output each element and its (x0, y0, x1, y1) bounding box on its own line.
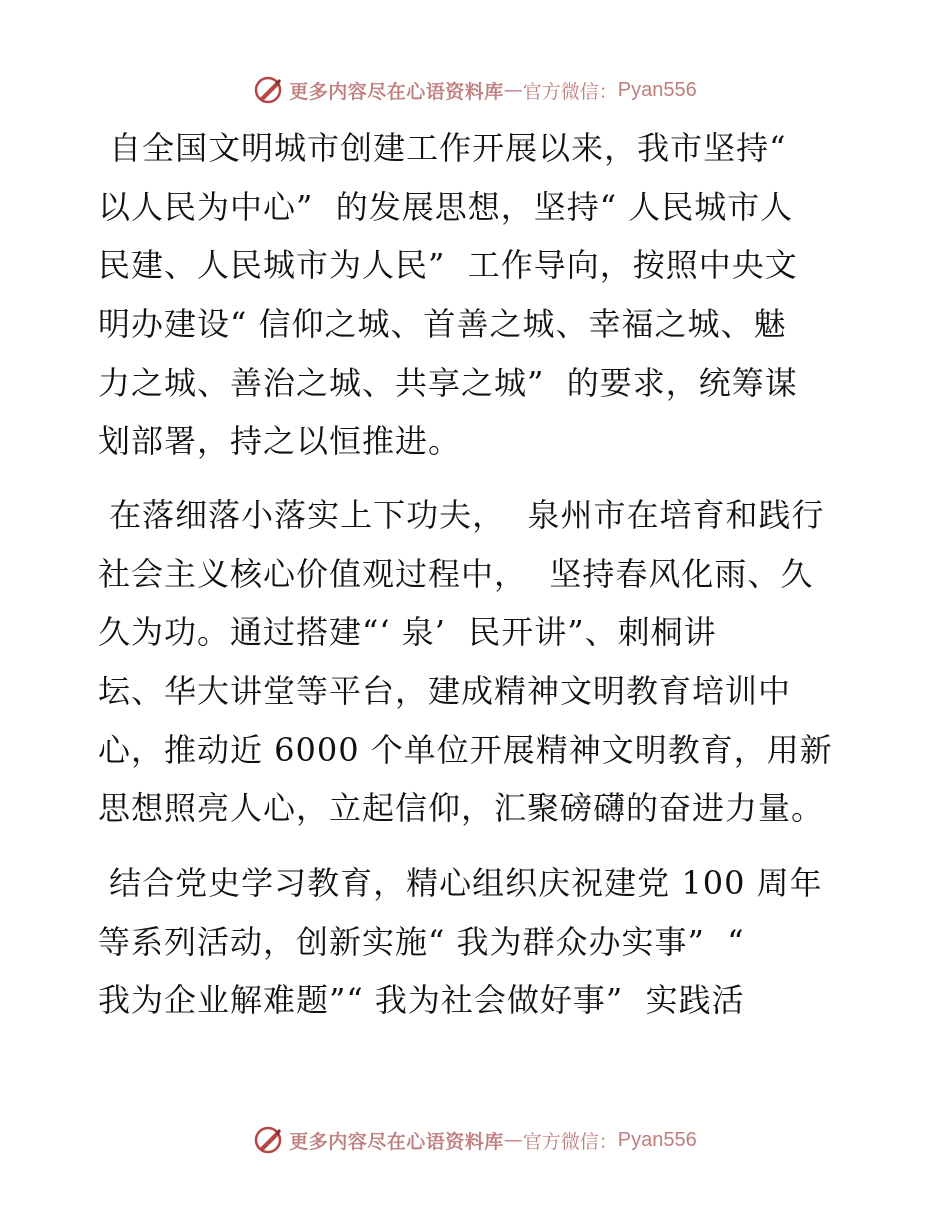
footer-banner (0, 1124, 950, 1156)
pen-logo-icon (253, 1125, 283, 1155)
paragraph-line: 在落细落小落实上下功夫， 泉州市在培育和践行 (98, 496, 825, 534)
paragraph-line: 思想照亮人心，立起信仰，汇聚磅礴的奋进力量。 (98, 789, 825, 828)
paragraph-3 (98, 854, 852, 1030)
paragraph-line: 久为功。通过搭建“‘ 泉’ 民开讲”、刺桐讲 (98, 613, 717, 652)
paragraph-line: 划部署，持之以恒推进。 (98, 422, 462, 461)
footer-wechat-id: Pyan556 (617, 1128, 697, 1151)
paragraph-line: 等系列活动，创新实施“ 我为群众办实事” “ (98, 922, 745, 961)
footer-wechat-label: 官方微信： (522, 1130, 618, 1153)
footer-ad-text: 更多内容尽在心语资料库 (289, 1130, 504, 1153)
paragraph-line: 以人民为中心” 的发展思想，坚持“ 人民城市人 (98, 187, 794, 226)
paragraph-1 (98, 119, 852, 471)
paragraph-line: 社会主义核心价值观过程中， 坚持春风化雨、久 (98, 554, 814, 593)
paragraph-line: 力之城、善治之城、共享之城” 的要求，统筹谋 (98, 363, 798, 402)
pen-logo-icon (253, 75, 283, 105)
paragraph-line: 心，推动近 6000 个单位开展精神文明教育，用新 (98, 730, 833, 769)
paragraph-2 (98, 486, 852, 838)
header-wechat-label: 官方微信： (522, 80, 618, 103)
header-wechat-id: Pyan556 (617, 78, 697, 101)
header-banner (0, 74, 950, 106)
footer-dash: — (503, 1129, 523, 1151)
paragraph-line: 坛、华大讲堂等平台，建成精神文明教育培训中 (98, 672, 792, 711)
paragraph-line: 民建、人民城市为人民” 工作导向，按照中央文 (98, 246, 798, 285)
paragraph-line: 自全国文明城市创建工作开展以来，我市坚持“ (98, 129, 787, 167)
paragraph-line: 我为企业解难题”“ 我为社会做好事” 实践活 (98, 981, 745, 1020)
paragraph-line: 明办建设“ 信仰之城、首善之城、幸福之城、魅 (98, 305, 787, 344)
paragraph-line: 结合党史学习教育，精心组织庆祝建党 100 周年 (98, 864, 823, 902)
header-ad-text: 更多内容尽在心语资料库 (289, 80, 504, 103)
header-dash: — (503, 79, 523, 101)
